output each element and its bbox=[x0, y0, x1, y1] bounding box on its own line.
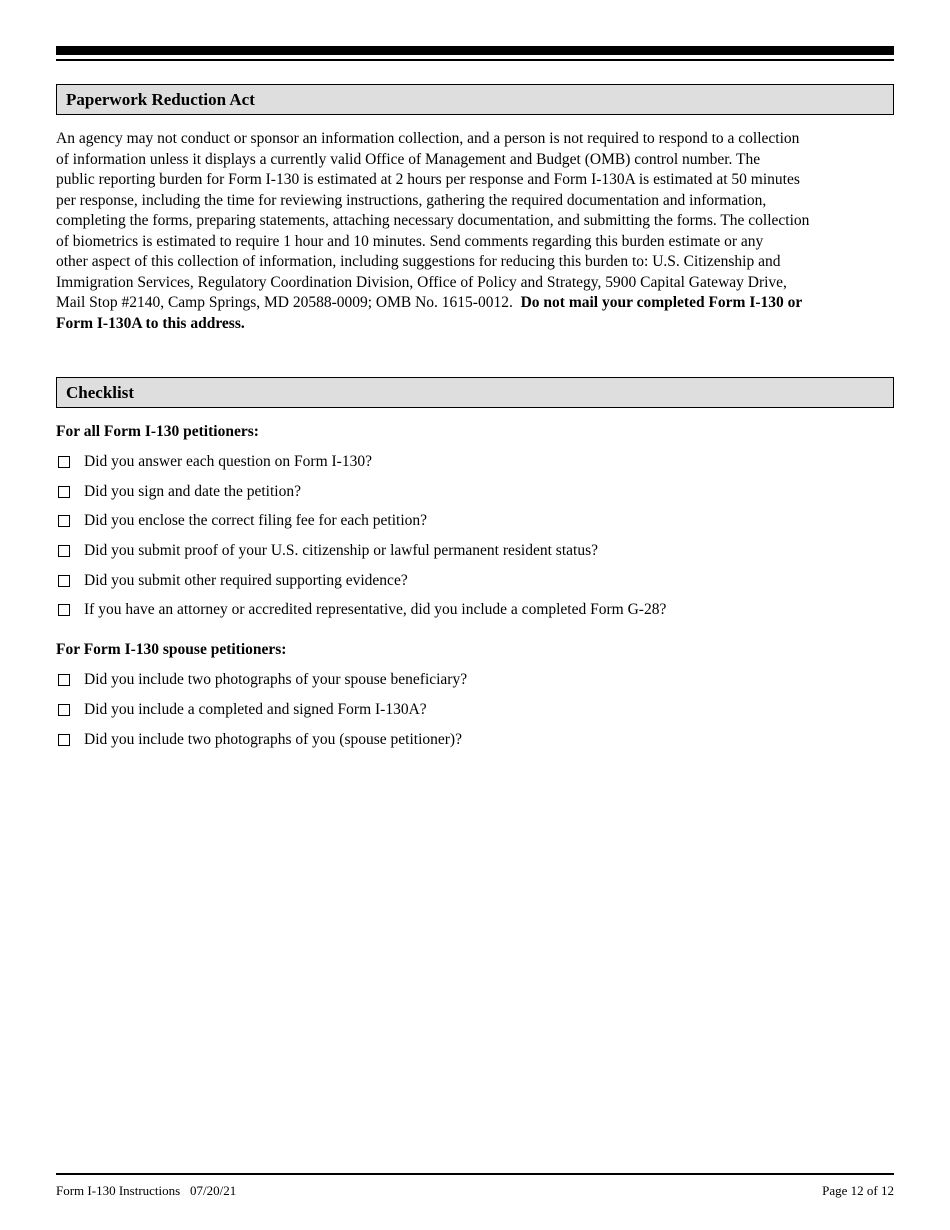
all-petitioners-heading: For all Form I-130 petitioners: bbox=[56, 423, 259, 440]
checkbox[interactable] bbox=[58, 456, 70, 468]
top-thin-rule bbox=[56, 59, 894, 61]
checklist-item-label: Did you answer each question on Form I-130? bbox=[84, 453, 372, 470]
checklist-item-label: If you have an attorney or accredited representative, did you include a completed Form G-28? bbox=[84, 601, 667, 618]
checkbox[interactable] bbox=[58, 734, 70, 746]
paragraph-line: completing the forms, preparing statements, attaching necessary documentation, and submitting the forms. The collection bbox=[56, 212, 810, 229]
paragraph-line: other aspect of this collection of information, including suggestions for reducing this burden to: U.S. Citizenship and bbox=[56, 253, 781, 270]
mailing-warning: Form I-130A to this address. bbox=[56, 314, 245, 332]
section-title: Paperwork Reduction Act bbox=[66, 90, 255, 109]
checkbox[interactable] bbox=[58, 704, 70, 716]
footer-form-name: Form I-130 Instructions bbox=[56, 1183, 181, 1198]
checklist-header bbox=[56, 377, 894, 408]
section-title: Checklist bbox=[66, 383, 134, 402]
checkbox[interactable] bbox=[58, 545, 70, 557]
top-thick-rule bbox=[56, 46, 894, 55]
footer-page-number: Page 12 of 12 bbox=[822, 1183, 894, 1198]
checkbox[interactable] bbox=[58, 575, 70, 587]
checkbox[interactable] bbox=[58, 674, 70, 686]
paragraph-line: Immigration Services, Regulatory Coordination Division, Office of Policy and Strategy, 5900 Capital Gateway Drive, bbox=[56, 273, 787, 291]
checklist-item-label: Did you submit proof of your U.S. citizenship or lawful permanent resident status? bbox=[84, 542, 598, 559]
checklist-item-label: Did you submit other required supporting evidence? bbox=[84, 572, 408, 589]
paragraph-line: An agency may not conduct or sponsor an information collection, and a person is not required to respond to a collection bbox=[56, 130, 800, 147]
spouse-petitioners-heading: For Form I-130 spouse petitioners: bbox=[56, 641, 287, 658]
paragraph-line: of information unless it displays a currently valid Office of Management and Budget (OMB) control number. The bbox=[56, 150, 761, 168]
paragraph-line: of biometrics is estimated to require 1 hour and 10 minutes. Send comments regarding this burden estimate or any bbox=[56, 232, 764, 250]
paragraph-text: Mail Stop #2140, Camp Springs, MD 20588-0009; OMB No. 1615-0012. bbox=[56, 294, 521, 311]
checklist-item-label: Did you sign and date the petition? bbox=[84, 483, 301, 500]
footer-rule bbox=[56, 1173, 894, 1175]
paragraph-line: per response, including the time for reviewing instructions, gathering the required documentation and information, bbox=[56, 191, 767, 209]
paragraph-line bbox=[56, 314, 896, 335]
paragraph-line: public reporting burden for Form I-130 is estimated at 2 hours per response and Form I-130A is estimated at 50 minutes bbox=[56, 171, 800, 188]
paperwork-reduction-paragraph bbox=[56, 129, 896, 334]
mailing-warning: Do not mail your completed Form I-130 or bbox=[520, 294, 803, 311]
footer-form-info bbox=[56, 1183, 236, 1199]
checklist-item-label: Did you enclose the correct filing fee for each petition? bbox=[84, 512, 428, 529]
checkbox[interactable] bbox=[58, 604, 70, 616]
footer-edition-date: 07/20/21 bbox=[189, 1183, 237, 1198]
paragraph-line bbox=[56, 293, 896, 314]
checklist-item-label: Did you include two photographs of your spouse beneficiary? bbox=[84, 671, 468, 688]
checklist-item-label: Did you include a completed and signed Form I-130A? bbox=[84, 701, 427, 718]
paperwork-reduction-act-header bbox=[56, 84, 894, 115]
checkbox[interactable] bbox=[58, 515, 70, 527]
checkbox[interactable] bbox=[58, 486, 70, 498]
checklist-item-label: Did you include two photographs of you (spouse petitioner)? bbox=[84, 731, 462, 748]
